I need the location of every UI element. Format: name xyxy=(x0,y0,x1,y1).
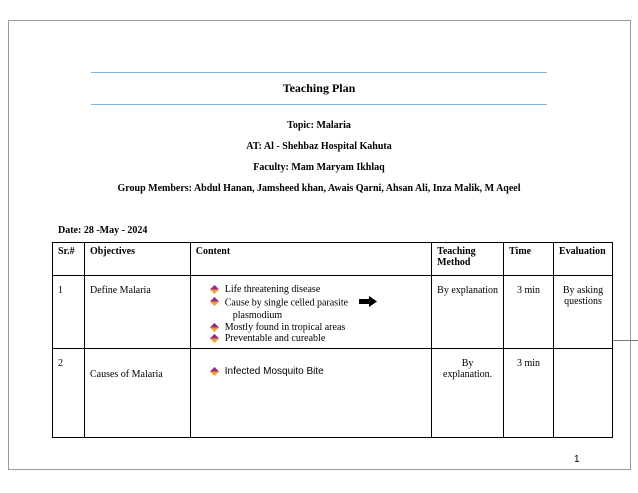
row1-objective: Define Malaria xyxy=(84,276,190,349)
location-line xyxy=(0,141,638,152)
bullet-text: Mostly found in tropical areas xyxy=(224,321,346,333)
bottom-rule xyxy=(91,104,547,105)
diamond-bullet-icon xyxy=(210,367,219,376)
table-header-row xyxy=(53,243,613,276)
topic-line: Topic: Malaria xyxy=(287,120,351,131)
bullet-text: Cause by single celled parasite xyxy=(224,297,349,309)
right-arrow-icon xyxy=(359,296,377,311)
header-method-line1: Teaching xyxy=(437,246,476,257)
row2-method: By explanation. xyxy=(432,348,504,437)
header-content: Content xyxy=(190,243,431,276)
row2-objective: Causes of Malaria xyxy=(84,348,190,437)
page-title: Teaching Plan xyxy=(282,81,356,95)
row2-sr: 2 xyxy=(53,348,85,437)
row1-method: By explanation xyxy=(432,276,504,349)
bullet-text: Life threatening disease xyxy=(224,284,321,295)
diamond-bullet-icon xyxy=(210,334,219,343)
bullet-text: Infected Mosquito Bite xyxy=(224,365,324,377)
list-item xyxy=(210,322,426,334)
header-time: Time xyxy=(504,243,554,276)
arrow-target-text: plasmodium xyxy=(232,310,283,321)
page-number: 1 xyxy=(574,454,580,465)
row1-time: 3 min xyxy=(504,276,554,349)
faculty-line: Faculty: Mam Maryam Ikhlaq xyxy=(253,162,385,173)
table-row xyxy=(53,276,613,349)
location-text: AT: Al - Shehbaz Hospital Kahuta xyxy=(246,141,392,152)
list-item xyxy=(210,333,426,345)
teaching-plan-table xyxy=(52,242,613,438)
row2-time: 3 min xyxy=(504,348,554,437)
table-row xyxy=(53,348,613,437)
list-item xyxy=(210,366,426,378)
header-method-line2: Method xyxy=(437,257,471,268)
header-method xyxy=(432,243,504,276)
header-sr: Sr.# xyxy=(53,243,85,276)
margin-line xyxy=(613,340,638,341)
row1-content xyxy=(190,276,431,349)
top-rule xyxy=(91,72,547,73)
list-item xyxy=(210,284,426,296)
list-item xyxy=(210,296,426,322)
group-members-line: Group Members: Abdul Hanan, Jamsheed khan, Awais Qarni, Ahsan Ali, Inza Malik, M Aqeel xyxy=(117,183,521,194)
diamond-bullet-icon xyxy=(210,297,219,306)
row2-evaluation xyxy=(553,348,612,437)
diamond-bullet-icon xyxy=(210,323,219,332)
diamond-bullet-icon xyxy=(210,285,219,294)
row1-evaluation: By asking questions xyxy=(553,276,612,349)
row1-sr: 1 xyxy=(53,276,85,349)
header-evaluation: Evaluation xyxy=(553,243,612,276)
row2-content xyxy=(190,348,431,437)
header-objectives: Objectives xyxy=(84,243,190,276)
bullet-text: Preventable and cureable xyxy=(224,333,326,344)
date-line: Date: 28 -May - 2024 xyxy=(58,225,148,236)
